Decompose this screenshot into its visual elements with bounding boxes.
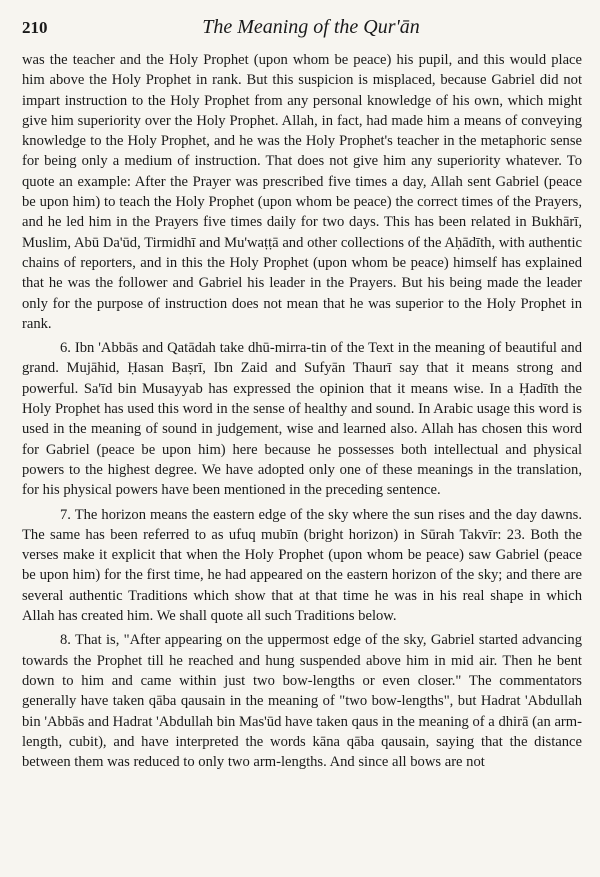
page-number: 210 <box>22 18 48 37</box>
page-header <box>22 14 580 42</box>
paragraph-note-7: 7. The horizon means the eastern edge of the sky where the sun rises and the day dawns. The same has been referred to as ufuq mubīn (bright horizon) in Sūrah Takvīr: 23. Both the verses make it explicit that when the Holy Prophet (upon whom be peace) saw Gabriel (peace be upon him) for the first time, he had appeared on the eastern horizon of the sky; and there are several authentic Traditions which show that at that time he was in his real shape in which Allah has created him. We shall quote all such Traditions below. <box>22 506 582 625</box>
paragraph-continuation: was the teacher and the Holy Prophet (upon whom be peace) his pupil, and this would place him above the Holy Prophet in rank. But this suspicion is misplaced, because Gabriel did not impart instruction to the Holy Prophet from any personal knowledge of his own, which might give him superiority over the Holy Prophet. Allah, in fact, had made him a means of conveying knowledge to the Holy Prophet, and he was the Holy Prophet's teacher in the metaphoric sense for being only a medium of instruction. That does not give him any superiority whatever. To quote an example: After the Prayer was prescribed five times a day, Allah sent Gabriel (peace be upon him) to teach the Holy Prophet (upon whom be peace) the correct times of the Prayers, and he led him in the Prayers five times daily for two days. This has been related in Bukhārī, Muslim, Abū Da'ūd, Tirmidhī and Mu'waṭṭā and other collections of the Aḥādīth, with authentic chains of reporters, and in this the Holy Prophet (upon whom be peace) himself has explained that he was the follower and Gabriel his leader in the Prayers. But his being made the leader only for the purpose of instruction does not mean that he was superior to the Holy Prophet in rank. <box>22 52 582 332</box>
paragraph-note-8: 8. That is, "After appearing on the uppermost edge of the sky, Gabriel started advancing towards the Prophet till he reached and hung suspended above him in mid air. Then he bent down to him and came within just two bow-lengths or even closer." The commentators generally have taken qāba qausain in the meaning of "two bow-lengths", but Hadrat 'Abdullah bin 'Abbās and Hadrat 'Abdullah bin Mas'ūd have taken qaus in the meaning of a dhirā (an arm-length, cubit), and have interpreted the words kāna qāba qausain, saying that the distance between them was reduced to only two arm-lengths. And since all bows are not <box>22 632 582 771</box>
running-title: The Meaning of the Qur'ān <box>202 16 420 38</box>
page-body <box>22 50 582 772</box>
paragraph-note-6: 6. Ibn 'Abbās and Qatādah take dhū-mirra-tin of the Text in the meaning of beautiful and grand. Mujāhid, Ḥasan Baṣrī, Ibn Zaid and Sufyān Thaurī say that it means strong and powerful. Sa'īd bin Musayyab has expressed the opinion that it means wise. In a Ḥadīth the Holy Prophet has used this word in the sense of healthy and sound. In Arabic usage this word is used in the meaning of sound in judgement, wise and learned also. Allah has chosen this word for Gabriel (peace be upon him) here because he possesses both intellectual and physical powers to the highest degree. We have adopted only one of these meanings in the translation, for his physical powers have been mentioned in the preceding sentence. <box>22 340 582 499</box>
